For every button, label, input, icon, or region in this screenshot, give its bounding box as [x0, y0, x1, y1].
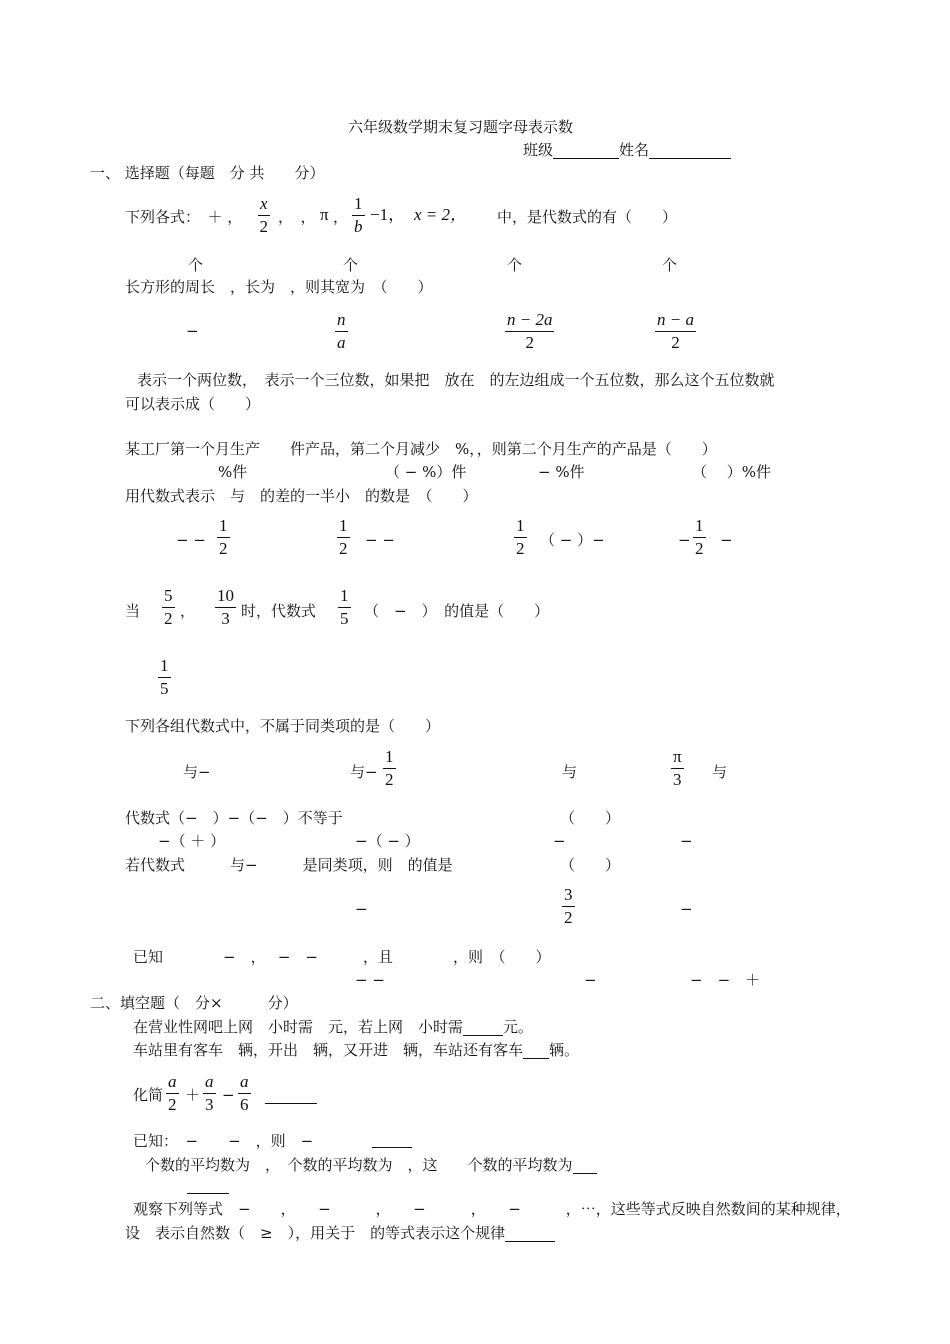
- q9-option-d: −: [680, 900, 693, 918]
- fill-6-blank[interactable]: [505, 1227, 555, 1242]
- q2-text: 长方形的周长 ，长为 ，则其宽为 （ ）: [125, 278, 433, 296]
- fill-3-prefix: 化简: [133, 1086, 164, 1104]
- q9-answer-paren: （ ）: [560, 856, 621, 874]
- q6-tail: （ − ） 的值是（ ）: [364, 602, 550, 620]
- q8-option-b: −（ − ）: [355, 832, 420, 850]
- q1-fraction-x-over-2: x 2: [259, 194, 269, 236]
- q10-option-d: − − ＋: [690, 971, 761, 989]
- q2-option-a: −: [186, 322, 199, 340]
- q3-line2: 可以表示成（ ）: [125, 395, 261, 413]
- q5-option-c-suffix: （ − ）−: [540, 531, 605, 549]
- q2-option-b-fraction: n a: [337, 310, 346, 352]
- q4-text: 某工厂第一个月生产 件产品，第二个月减少 %，，则第二个月生产的产品是（ ）: [125, 440, 717, 458]
- class-field[interactable]: [523, 141, 731, 159]
- q10-text: 已知 − ， − − ，且 ，则 （ ）: [133, 948, 551, 966]
- q8-text: 代数式（− ）−（− ）不等于: [125, 809, 343, 827]
- class-label: 班级: [523, 141, 554, 159]
- q5-option-d-fraction: 1 2: [695, 516, 704, 558]
- pi-symbol: π: [320, 205, 329, 224]
- q7-option-b-fraction: 1 2: [385, 747, 394, 789]
- fill-5: 个数的平均数为 ， 个数的平均数为 ，这 个数的平均数为: [145, 1156, 597, 1174]
- q2-option-d-fraction: n − a 2: [657, 310, 694, 352]
- fill-4-text: 已知： − − ，则 −: [133, 1132, 314, 1150]
- q7-option-c: 与: [562, 763, 578, 781]
- q4-option-b: （ − %）件: [385, 463, 467, 481]
- q1-fraction-1-over-b: 1 b: [354, 194, 363, 236]
- q10-option-a: − −: [355, 971, 385, 989]
- fill-3-plus: ＋: [185, 1086, 201, 1104]
- q7-text: 下列各组代数式中，不属于同类项的是（ ）: [125, 717, 441, 735]
- q5-option-b-fraction: 1 2: [339, 516, 348, 558]
- q1-mid: ， ，: [278, 208, 316, 226]
- q7-option-b-prefix: 与−: [350, 763, 378, 781]
- fill-5-blank[interactable]: [573, 1159, 597, 1174]
- name-label: 姓名: [619, 141, 650, 159]
- q1-fraction-tail: −1，: [370, 205, 406, 224]
- fill-2-blank[interactable]: [523, 1044, 549, 1059]
- class-blank[interactable]: [553, 144, 619, 159]
- q3-line1: 表示一个两位数， 表示一个三位数，如果把 放在 的左边组成一个五位数，那么这个五位数就: [137, 371, 775, 389]
- fill-6-line1: 观察下列等式 − ， − ， − ， − ，⋯，这些等式反映自然数间的某种规律，: [133, 1200, 851, 1218]
- q4-option-c: − %件: [538, 463, 585, 481]
- q5-option-d-prefix: −: [678, 531, 691, 549]
- q5-option-a-fraction: 1 2: [219, 516, 228, 558]
- q5-text: 用代数式表示 与 的差的一半小 的数是 （ ）: [125, 487, 478, 505]
- q8-answer-paren: （ ）: [560, 809, 621, 827]
- q1-suffix: 中，是代数式的有（ ）: [497, 208, 678, 226]
- q1-option-b: 个: [343, 256, 359, 274]
- q1-option-c: 个: [507, 256, 523, 274]
- q9-text: 若代数式 与− 是同类项，则 的值是: [125, 856, 453, 874]
- q1-option-a: 个: [188, 256, 204, 274]
- q5-option-a-prefix: − −: [176, 531, 206, 549]
- q8-option-a: −（ ＋ ）: [158, 832, 226, 850]
- fill-1: 在营业性网吧上网 小时需 元，若上网 小时需 元。: [133, 1018, 534, 1036]
- page-title: 六年级数学期末复习题字母表示数: [348, 118, 574, 136]
- section2-heading: 二、填空题（ 分× 分）: [90, 994, 298, 1012]
- fill-3-fraction-a-over-3: a 3: [205, 1072, 214, 1114]
- q6-fraction-1-over-5: 1 5: [340, 586, 349, 628]
- fill-3-blank[interactable]: [265, 1103, 317, 1104]
- fill-3-fraction-a-over-6: a 6: [240, 1072, 249, 1114]
- q7-option-a: 与−: [183, 763, 211, 781]
- q6-fraction-10-over-3: 10 3: [217, 586, 234, 628]
- fill-3-minus: −: [222, 1086, 235, 1104]
- fill-1-blank[interactable]: [463, 1021, 503, 1036]
- q2-option-c-fraction: n − 2a 2: [507, 310, 553, 352]
- q10-option-c: −: [584, 971, 597, 989]
- fill-2: 车站里有客车 辆，开出 辆，又开进 辆，车站还有客车 辆。: [133, 1041, 580, 1059]
- section1-heading: 一、 选择题（每题 分 共 分）: [90, 164, 325, 182]
- q6-comma: ，: [180, 602, 196, 620]
- q5-option-c-fraction: 1 2: [516, 516, 525, 558]
- q6-fraction-5-over-2: 5 2: [164, 586, 173, 628]
- q9-option-c-fraction: 3 2: [564, 885, 573, 927]
- q1-option-d: 个: [662, 256, 678, 274]
- q5-option-b-suffix: − −: [365, 531, 395, 549]
- fill-6-line2: 设 表示自然数（ ≥ ），用关于 的等式表示这个规律: [125, 1224, 555, 1242]
- fill-4-blank[interactable]: [372, 1147, 412, 1148]
- q6-mid: 时，代数式: [241, 602, 317, 620]
- q4-option-d: （ ）%件: [692, 463, 772, 481]
- fill-3-fraction-a-over-2: a 2: [168, 1072, 177, 1114]
- name-blank[interactable]: [649, 144, 731, 159]
- q6-option-fraction: 1 5: [160, 656, 169, 698]
- q1-prefix: 下列各式： ＋ ，: [125, 208, 243, 226]
- q7-option-d-fraction: π 3: [673, 747, 682, 789]
- q5-option-d-suffix: −: [720, 531, 733, 549]
- q1-equation: x = 2，: [414, 205, 468, 224]
- q7-option-d-suffix: 与: [712, 763, 728, 781]
- q4-option-a: %件: [218, 463, 248, 481]
- q8-option-c: −: [553, 832, 566, 850]
- q6-when: 当: [125, 602, 141, 620]
- q9-option-b: −: [355, 900, 368, 918]
- fill-6-top-line: [187, 1193, 229, 1194]
- q8-option-d: −: [680, 832, 693, 850]
- q1-comma: ，: [333, 208, 349, 226]
